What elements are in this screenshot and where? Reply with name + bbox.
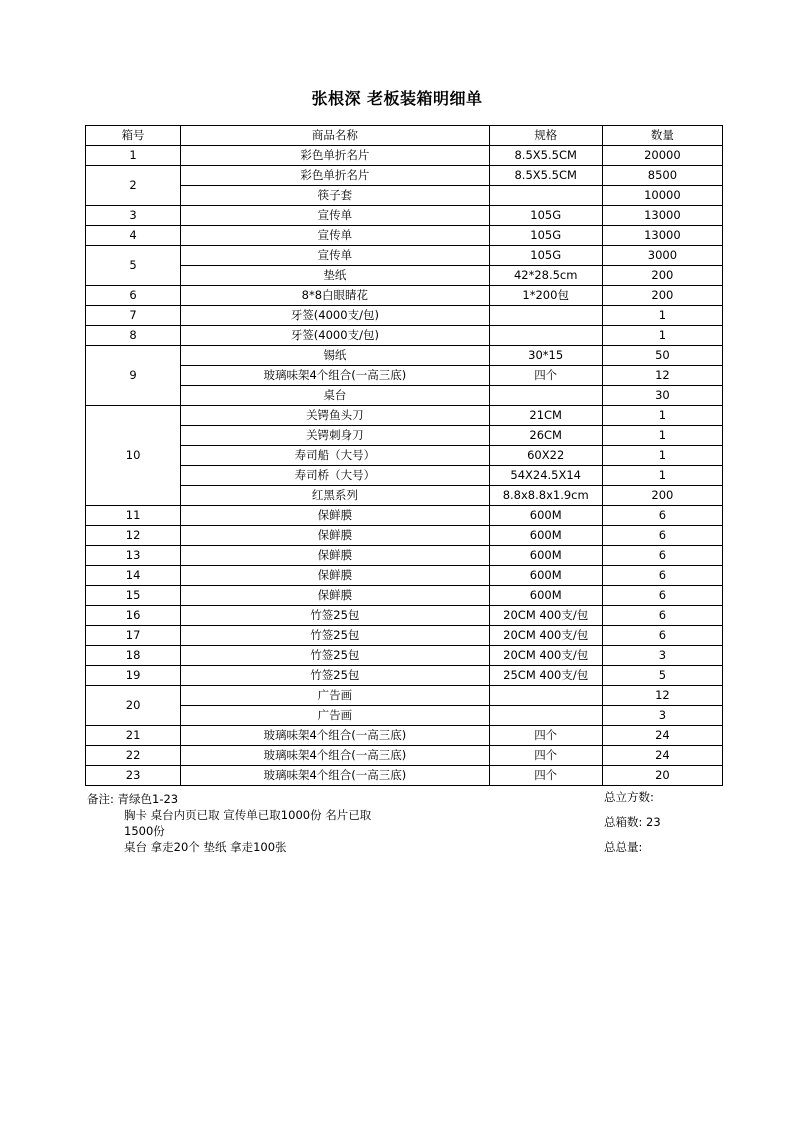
specification-cell: 105G — [489, 226, 602, 246]
table-header-row — [86, 126, 723, 146]
box-number-cell: 8 — [86, 326, 181, 346]
box-number-cell: 11 — [86, 506, 181, 526]
specification-cell — [489, 686, 602, 706]
product-name-cell: 筷子套 — [181, 186, 489, 206]
specification-cell: 四个 — [489, 726, 602, 746]
specification-cell: 105G — [489, 246, 602, 266]
remarks-block — [87, 791, 371, 855]
specification-cell — [489, 326, 602, 346]
specification-cell: 8.8x8.8x1.9cm — [489, 486, 602, 506]
table-row — [86, 326, 723, 346]
product-name-cell: 8*8白眼睛花 — [181, 286, 489, 306]
remarks-line: 备注: 青绿色1-23 — [87, 792, 179, 806]
quantity-cell: 6 — [602, 626, 722, 646]
table-row — [86, 506, 723, 526]
total-weight: 总总量: — [604, 840, 643, 854]
product-name-cell: 玻璃味架4个组合(一高三底) — [181, 366, 489, 386]
specification-cell: 8.5X5.5CM — [489, 146, 602, 166]
totals-block — [604, 789, 661, 864]
specification-cell: 四个 — [489, 766, 602, 786]
product-name-cell: 玻璃味架4个组合(一高三底) — [181, 746, 489, 766]
product-name-cell: 彩色单折名片 — [181, 166, 489, 186]
product-name-cell: 保鲜膜 — [181, 586, 489, 606]
packing-list-table — [85, 125, 723, 786]
product-name-cell: 广告画 — [181, 686, 489, 706]
specification-cell — [489, 706, 602, 726]
remarks-line: 1500份 — [124, 824, 165, 838]
specification-cell: 25CM 400支/包 — [489, 666, 602, 686]
product-name-cell: 彩色单折名片 — [181, 146, 489, 166]
table-row — [86, 586, 723, 606]
product-name-cell: 牙签(4000支/包) — [181, 326, 489, 346]
remarks-line: 胸卡 桌台内页已取 宣传单已取1000份 名片已取 — [124, 808, 372, 822]
table-row — [86, 426, 723, 446]
quantity-cell: 13000 — [602, 226, 722, 246]
box-number-cell: 15 — [86, 586, 181, 606]
specification-cell: 42*28.5cm — [489, 266, 602, 286]
product-name-cell: 保鲜膜 — [181, 566, 489, 586]
specification-cell — [489, 186, 602, 206]
box-number-cell: 6 — [86, 286, 181, 306]
product-name-cell: 关锷鱼头刀 — [181, 406, 489, 426]
table-row — [86, 286, 723, 306]
product-name-cell: 保鲜膜 — [181, 526, 489, 546]
table-row — [86, 226, 723, 246]
box-number-cell: 23 — [86, 766, 181, 786]
quantity-cell: 30 — [602, 386, 722, 406]
specification-cell: 1*200包 — [489, 286, 602, 306]
quantity-cell: 6 — [602, 566, 722, 586]
specification-cell — [489, 306, 602, 326]
total-volume: 总立方数: — [604, 790, 654, 804]
table-row — [86, 706, 723, 726]
quantity-cell: 1 — [602, 466, 722, 486]
quantity-cell: 1 — [602, 326, 722, 346]
product-name-cell: 寿司桥（大号） — [181, 466, 489, 486]
table-row — [86, 306, 723, 326]
product-name-cell: 牙签(4000支/包) — [181, 306, 489, 326]
table-row — [86, 446, 723, 466]
product-name-cell: 桌台 — [181, 386, 489, 406]
table-row — [86, 406, 723, 426]
box-number-cell: 4 — [86, 226, 181, 246]
quantity-cell: 20 — [602, 766, 722, 786]
table-row — [86, 346, 723, 366]
quantity-cell: 6 — [602, 606, 722, 626]
specification-cell: 600M — [489, 526, 602, 546]
quantity-cell: 50 — [602, 346, 722, 366]
product-name-cell: 寿司船（大号） — [181, 446, 489, 466]
box-number-cell: 13 — [86, 546, 181, 566]
specification-cell: 四个 — [489, 746, 602, 766]
header-specification: 规格 — [489, 126, 602, 146]
quantity-cell: 3000 — [602, 246, 722, 266]
total-boxes: 总箱数: 23 — [604, 815, 661, 829]
table-row — [86, 246, 723, 266]
product-name-cell: 竹签25包 — [181, 626, 489, 646]
quantity-cell: 200 — [602, 286, 722, 306]
quantity-cell: 6 — [602, 506, 722, 526]
quantity-cell: 1 — [602, 446, 722, 466]
table-row — [86, 186, 723, 206]
quantity-cell: 12 — [602, 686, 722, 706]
table-row — [86, 366, 723, 386]
quantity-cell: 24 — [602, 726, 722, 746]
box-number-cell: 3 — [86, 206, 181, 226]
table-row — [86, 266, 723, 286]
specification-cell — [489, 386, 602, 406]
quantity-cell: 24 — [602, 746, 722, 766]
product-name-cell: 竹签25包 — [181, 646, 489, 666]
box-number-cell: 9 — [86, 346, 181, 406]
quantity-cell: 6 — [602, 526, 722, 546]
document-title: 张根深 老板装箱明细单 — [311, 89, 483, 108]
specification-cell: 20CM 400支/包 — [489, 646, 602, 666]
quantity-cell: 1 — [602, 306, 722, 326]
product-name-cell: 玻璃味架4个组合(一高三底) — [181, 766, 489, 786]
specification-cell: 54X24.5X14 — [489, 466, 602, 486]
quantity-cell: 12 — [602, 366, 722, 386]
product-name-cell: 垫纸 — [181, 266, 489, 286]
box-number-cell: 19 — [86, 666, 181, 686]
specification-cell: 8.5X5.5CM — [489, 166, 602, 186]
box-number-cell: 16 — [86, 606, 181, 626]
quantity-cell: 1 — [602, 426, 722, 446]
specification-cell: 20CM 400支/包 — [489, 606, 602, 626]
box-number-cell: 1 — [86, 146, 181, 166]
quantity-cell: 200 — [602, 266, 722, 286]
quantity-cell: 200 — [602, 486, 722, 506]
product-name-cell: 广告画 — [181, 706, 489, 726]
table-row — [86, 386, 723, 406]
box-number-cell: 10 — [86, 406, 181, 506]
box-number-cell: 17 — [86, 626, 181, 646]
product-name-cell: 保鲜膜 — [181, 506, 489, 526]
table-row — [86, 626, 723, 646]
box-number-cell: 20 — [86, 686, 181, 726]
product-name-cell: 竹签25包 — [181, 606, 489, 626]
table-body — [86, 146, 723, 786]
box-number-cell: 21 — [86, 726, 181, 746]
specification-cell: 600M — [489, 546, 602, 566]
table-row — [86, 146, 723, 166]
specification-cell: 600M — [489, 566, 602, 586]
box-number-cell: 22 — [86, 746, 181, 766]
product-name-cell: 保鲜膜 — [181, 546, 489, 566]
product-name-cell: 宣传单 — [181, 226, 489, 246]
table-row — [86, 526, 723, 546]
product-name-cell: 关锷刺身刀 — [181, 426, 489, 446]
quantity-cell: 10000 — [602, 186, 722, 206]
specification-cell: 四个 — [489, 366, 602, 386]
specification-cell: 600M — [489, 506, 602, 526]
header-product-name: 商品名称 — [181, 126, 489, 146]
table-row — [86, 566, 723, 586]
specification-cell: 105G — [489, 206, 602, 226]
quantity-cell: 13000 — [602, 206, 722, 226]
box-number-cell: 5 — [86, 246, 181, 286]
table-row — [86, 646, 723, 666]
table-row — [86, 746, 723, 766]
specification-cell: 21CM — [489, 406, 602, 426]
specification-cell: 600M — [489, 586, 602, 606]
table-row — [86, 166, 723, 186]
product-name-cell: 竹签25包 — [181, 666, 489, 686]
box-number-cell: 12 — [86, 526, 181, 546]
header-quantity: 数量 — [602, 126, 722, 146]
quantity-cell: 5 — [602, 666, 722, 686]
quantity-cell: 3 — [602, 706, 722, 726]
quantity-cell: 3 — [602, 646, 722, 666]
box-number-cell: 18 — [86, 646, 181, 666]
specification-cell: 20CM 400支/包 — [489, 626, 602, 646]
table-row — [86, 686, 723, 706]
table-row — [86, 546, 723, 566]
remarks-line: 桌台 拿走20个 垫纸 拿走100张 — [124, 840, 287, 854]
table-row — [86, 726, 723, 746]
table-row — [86, 666, 723, 686]
box-number-cell: 2 — [86, 166, 181, 206]
specification-cell: 30*15 — [489, 346, 602, 366]
quantity-cell: 6 — [602, 546, 722, 566]
table-row — [86, 486, 723, 506]
specification-cell: 26CM — [489, 426, 602, 446]
product-name-cell: 红黑系列 — [181, 486, 489, 506]
quantity-cell: 1 — [602, 406, 722, 426]
header-box-number: 箱号 — [86, 126, 181, 146]
box-number-cell: 14 — [86, 566, 181, 586]
quantity-cell: 6 — [602, 586, 722, 606]
quantity-cell: 20000 — [602, 146, 722, 166]
product-name-cell: 玻璃味架4个组合(一高三底) — [181, 726, 489, 746]
product-name-cell: 宣传单 — [181, 246, 489, 266]
specification-cell: 60X22 — [489, 446, 602, 466]
product-name-cell: 锡纸 — [181, 346, 489, 366]
table-row — [86, 606, 723, 626]
quantity-cell: 8500 — [602, 166, 722, 186]
product-name-cell: 宣传单 — [181, 206, 489, 226]
box-number-cell: 7 — [86, 306, 181, 326]
table-row — [86, 206, 723, 226]
table-row — [86, 466, 723, 486]
table-row — [86, 766, 723, 786]
